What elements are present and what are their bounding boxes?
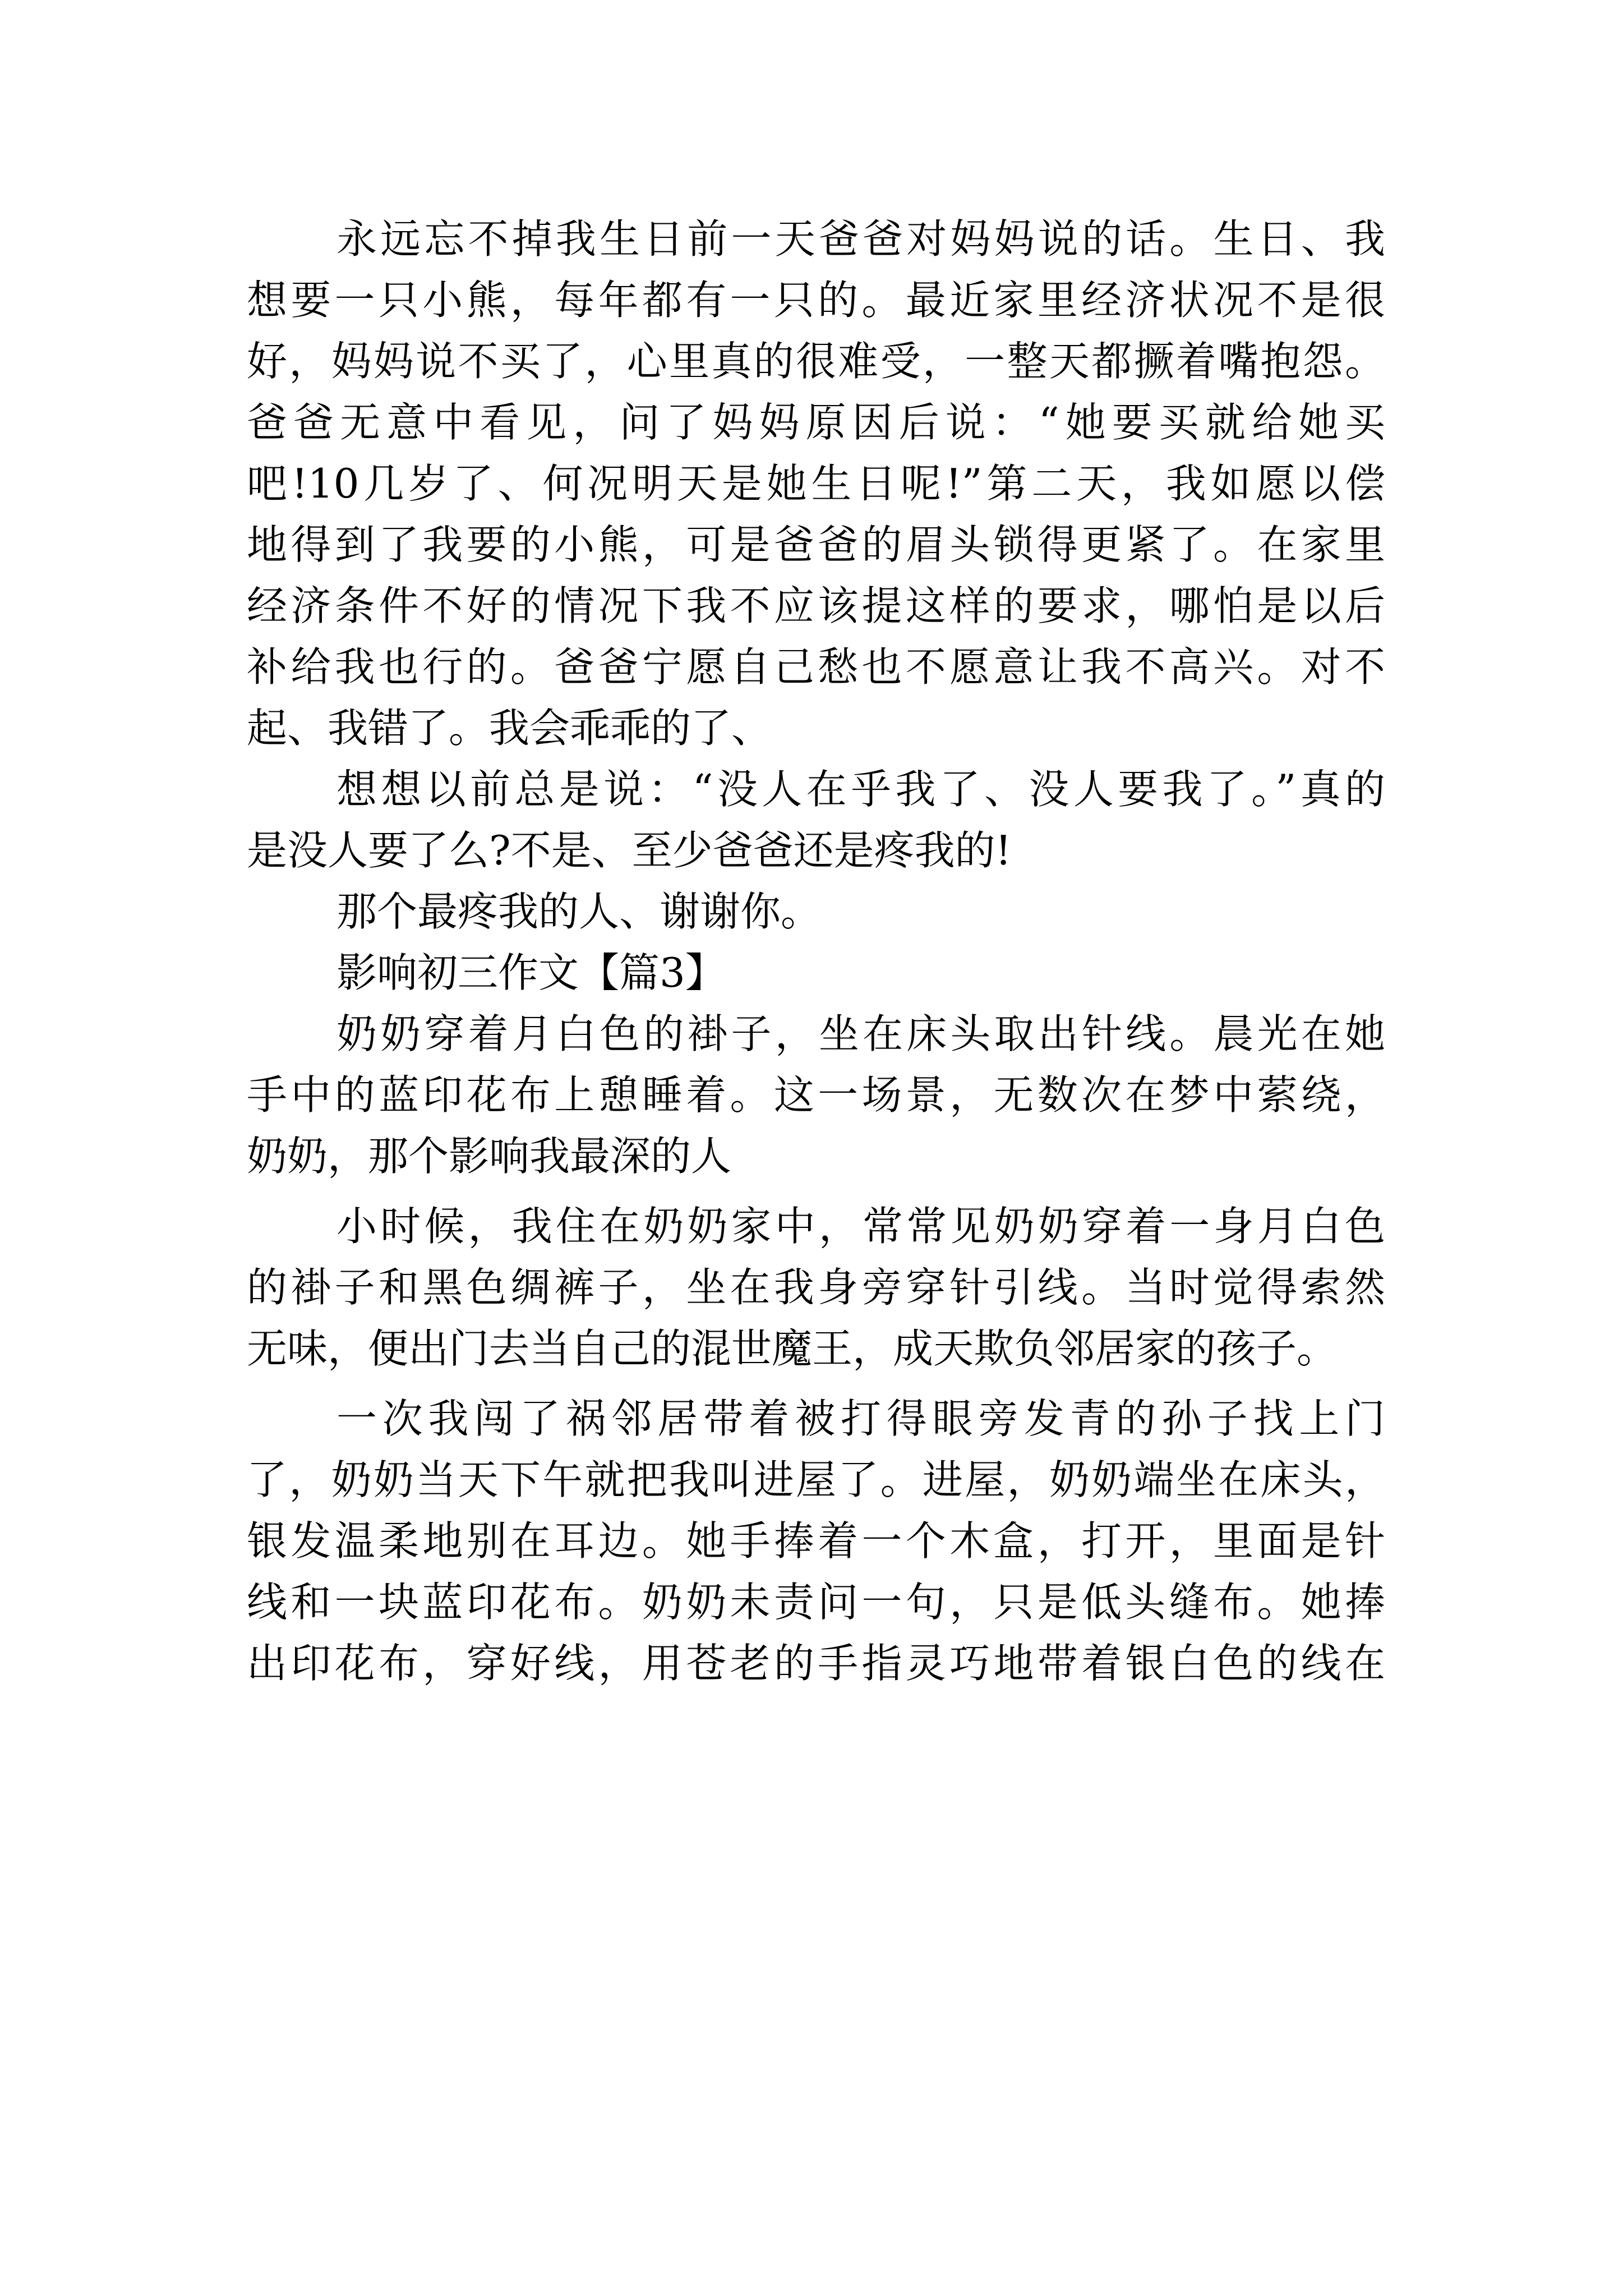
text-line: 经济条件不好的情况下我不应该提这样的要求，哪怕是以后: [247, 582, 1385, 629]
text-line: 无味，便出门去当自己的混世魔王，成天欺负邻居家的孩子。: [247, 1325, 1338, 1372]
text-line: 永远忘不掉我生日前一天爸爸对妈妈说的话。生日、我: [336, 215, 1385, 263]
paragraph: [247, 759, 1385, 881]
text-line: 的褂子和黑色绸裤子，坐在我身旁穿针引线。当时觉得索然: [247, 1264, 1385, 1311]
paragraph: [247, 209, 1385, 759]
paragraph: [247, 881, 1385, 942]
text-line: 吧!10几岁了、何况明天是她生日呢!”第二天，我如愿以偿: [247, 460, 1385, 507]
text-line: 奶奶穿着月白色的褂子，坐在床头取出针线。晨光在她: [336, 1010, 1385, 1057]
text-line: 一次我闯了祸邻居带着被打得眼旁发青的孙子找上门: [336, 1395, 1385, 1442]
paragraph-gap: [247, 1187, 1385, 1196]
text-line: 起、我错了。我会乖乖的了、: [247, 705, 772, 752]
paragraph: [247, 1196, 1385, 1379]
paragraph: [247, 1004, 1385, 1187]
text-line: 地得到了我要的小熊，可是爸爸的眉头锁得更紧了。在家里: [247, 521, 1385, 568]
heading-text: 影响初三作文【篇3】: [336, 949, 726, 996]
text-line: 出印花布，穿好线，用苍老的手指灵巧地带着银白色的线在: [247, 1640, 1385, 1687]
text-line: 奶奶，那个影响我最深的人: [247, 1133, 732, 1180]
text-line: 好，妈妈说不买了，心里真的很难受，一整天都撅着嘴抱怨。: [247, 338, 1385, 385]
essay-body: [247, 209, 1385, 1694]
text-line: 想想以前总是说：“没人在乎我了、没人要我了。”真的: [336, 766, 1385, 813]
text-line: 银发温柔地别在耳边。她手捧着一个木盒，打开，里面是针: [247, 1517, 1385, 1565]
section-heading: [247, 942, 1385, 1004]
text-line: 线和一块蓝印花布。奶奶未责问一句，只是低头缝布。她捧: [247, 1579, 1385, 1626]
text-line: 那个最疼我的人、谢谢你。: [336, 888, 822, 935]
paragraph: [247, 1388, 1385, 1694]
text-line: 想要一只小熊，每年都有一只的。最近家里经济状况不是很: [247, 277, 1385, 324]
text-line: 是没人要了么?不是、至少爸爸还是疼我的!: [247, 827, 1012, 874]
text-line: 小时候，我住在奶奶家中，常常见奶奶穿着一身月白色: [336, 1203, 1385, 1250]
paragraph-gap: [247, 1379, 1385, 1388]
text-line: 手中的蓝印花布上憩睡着。这一场景，无数次在梦中萦绕，: [247, 1071, 1385, 1119]
text-line: 了，奶奶当天下午就把我叫进屋了。进屋，奶奶端坐在床头，: [247, 1456, 1385, 1503]
text-line: 补给我也行的。爸爸宁愿自己愁也不愿意让我不高兴。对不: [247, 643, 1385, 691]
text-line: 爸爸无意中看见，问了妈妈原因后说：“她要买就给她买: [247, 399, 1385, 446]
